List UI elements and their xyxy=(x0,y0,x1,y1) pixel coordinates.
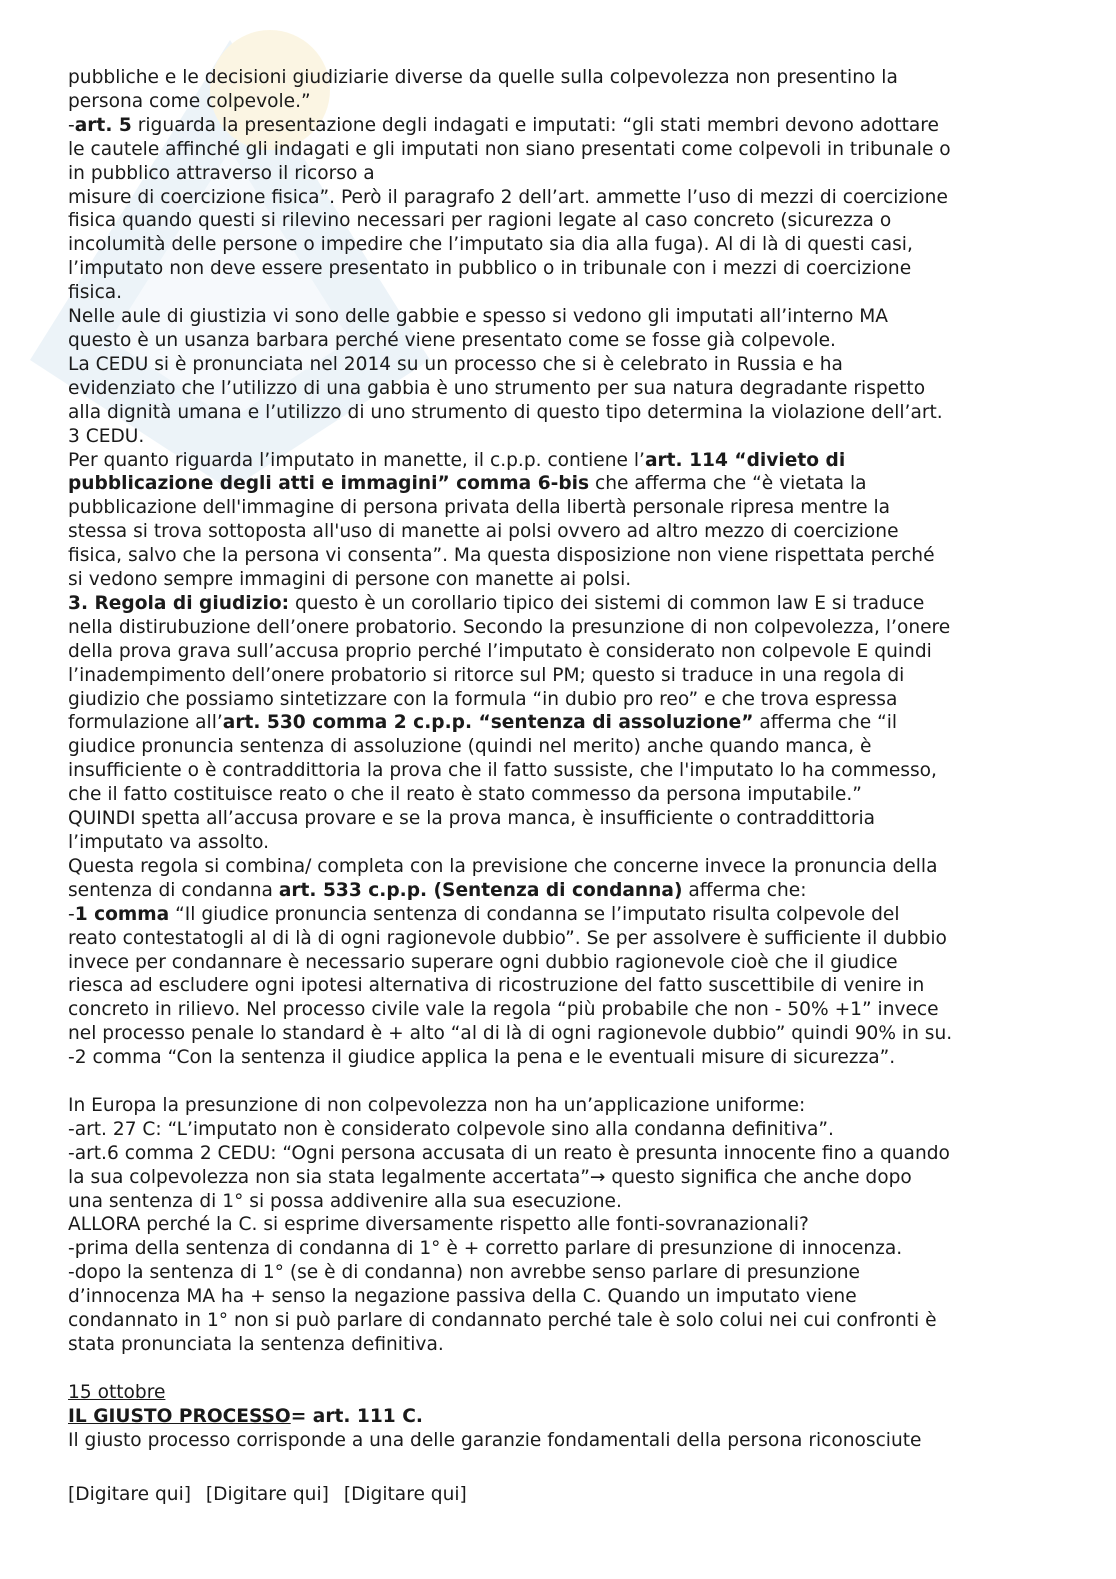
bold-text: art. 5 xyxy=(74,114,132,136)
text-line xyxy=(68,1381,1058,1405)
text-line: 3 CEDU. xyxy=(68,425,145,447)
text-line: La CEDU si è pronunciata nel 2014 su un processo che si è celebrato in Russia e ha xyxy=(68,353,843,375)
text-line: -prima della sentenza di condanna di 1° è + corretto parlare di presunzione di innocenza. xyxy=(68,1238,903,1260)
text-line: della prova grava sull’accusa proprio perché l’imputato è considerato non colpevole E quindi xyxy=(68,640,932,662)
text-run: - xyxy=(68,114,75,136)
bold-text: art. 533 c.p.p. (Sentenza di condanna) xyxy=(278,879,683,901)
text-line: insufficiente o è contraddittoria la prova che il fatto sussiste, che l'imputato lo ha commesso, xyxy=(68,760,937,782)
text-line: nel processo penale lo standard è + alto “al di là di ogni ragionevole dubbio” quindi 90% in su. xyxy=(68,1023,953,1045)
text-line: riesca ad escludere ogni ipotesi alternativa di ricostruzione del fatto suscettibile di venire in xyxy=(68,975,925,997)
text-line: l’inadempimento dell’onere probatorio si ritorce sul PM; questo si traduce in una regola di xyxy=(68,664,905,686)
text-line xyxy=(68,903,1058,927)
text-line: alla dignità umana e l’utilizzo di uno strumento di questo tipo determina la violazione dell’art. xyxy=(68,401,943,423)
text-line: -art. 27 C: “L’imputato non è considerato colpevole sino alla condanna definitiva”. xyxy=(68,1118,834,1140)
text-run: formulazione all’ xyxy=(68,712,223,734)
text-line: -art.6 comma 2 CEDU: “Ogni persona accusata di un reato è presunta innocente fino a quando xyxy=(68,1142,950,1164)
text-run: sentenza di condanna xyxy=(68,879,279,901)
text-line: incolumità delle persone o impedire che l’imputato sia dia alla fuga). Al di là di questi casi, xyxy=(68,234,913,256)
text-line: questo è un usanza barbara perché viene presentato come se fosse già colpevole. xyxy=(68,329,836,351)
text-line: reato contestatogli al di là di ogni ragionevole dubbio”. Se per assolvere è sufficiente il dubbio xyxy=(68,927,947,949)
text-line: evidenziato che l’utilizzo di una gabbia è uno strumento per sua natura degradante rispetto xyxy=(68,377,926,399)
text-line xyxy=(68,449,1058,473)
page-footer xyxy=(68,1483,476,1507)
bold-text: pubblicazione degli atti e immagini” comma 6-bis xyxy=(68,473,590,495)
text-line xyxy=(68,592,1058,616)
text-line: giudizio che possiamo sintetizzare con la formula “in dubio pro reo” e che trova espressa xyxy=(68,688,898,710)
text-line: In Europa la presunzione di non colpevolezza non ha un’applicazione uniforme: xyxy=(68,1094,806,1116)
text-line: ALLORA perché la C. si esprime diversamente rispetto alle fonti-sovranazionali? xyxy=(68,1214,809,1236)
text-run: questo è un corollario tipico dei sistemi di common law E si traduce xyxy=(289,592,925,614)
text-line: QUINDI spetta all’accusa provare e se la prova manca, è insufficiente o contraddittoria xyxy=(68,808,876,830)
text-line xyxy=(68,1357,1058,1381)
bold-text: = art. 111 C. xyxy=(290,1405,423,1427)
text-run: afferma che “il xyxy=(753,712,898,734)
text-line: le cautele affinché gli indagati e gli imputati non siano presentati come colpevoli in tribunale o xyxy=(68,138,951,160)
text-line: Nelle aule di giustizia vi sono delle gabbie e spesso si vedono gli imputati all’interno MA xyxy=(68,306,889,328)
text-line xyxy=(68,711,1058,735)
text-run: - xyxy=(68,903,75,925)
text-line: l’imputato va assolto. xyxy=(68,832,270,853)
text-line: giudice pronuncia sentenza di assoluzione (quindi nel merito) anche quando manca, è xyxy=(68,736,872,758)
text-line: stata pronunciata la sentenza definitiva. xyxy=(68,1334,444,1356)
text-line: fisica, salvo che la persona vi consenta”. Ma questa disposizione non viene rispettata perché xyxy=(68,545,935,567)
text-line xyxy=(68,1070,1058,1094)
footer-placeholder[interactable]: [Digitare qui] xyxy=(68,1484,191,1505)
text-line: nella distirubuzione dell’onere probatorio. Secondo la presunzione di non colpevolezza, l’onere xyxy=(68,616,951,638)
text-line xyxy=(68,879,1058,903)
text-line: in pubblico attraverso il ricorso a xyxy=(68,162,375,184)
text-line: pubblicazione dell'immagine di persona privata della libertà personale ripresa mentre la xyxy=(68,497,891,519)
text-run: Per quanto riguarda l’imputato in manette, il c.p.p. contiene l’ xyxy=(68,449,645,471)
text-line: Il giusto processo corrisponde a una delle garanzie fondamentali della persona riconosciute xyxy=(68,1429,922,1451)
footer-placeholder[interactable]: [Digitare qui] xyxy=(343,1484,467,1505)
bold-text: 3. Regola di giudizio: xyxy=(68,592,290,614)
text-line: una sentenza di 1° si possa addivenire alla sua esecuzione. xyxy=(68,1190,622,1212)
text-line: -2 comma “Con la sentenza il giudice applica la pena e le eventuali misure di sicurezza”. xyxy=(68,1047,896,1069)
text-line: misure di coercizione fisica”. Però il paragrafo 2 dell’art. ammette l’uso di mezzi di coercizione xyxy=(68,186,948,208)
text-line: persona come colpevole.” xyxy=(68,90,311,112)
text-run: che afferma che “è vietata la xyxy=(589,473,867,495)
bold-text: 1 comma xyxy=(74,903,170,925)
text-run: riguarda la presentazione degli indagati e imputati: “gli stati membri devono adottare xyxy=(131,114,939,136)
text-line: pubbliche e le decisioni giudiziarie diverse da quelle sulla colpevolezza non presentino la xyxy=(68,67,898,88)
text-line xyxy=(68,472,1058,496)
text-line xyxy=(68,114,1058,138)
text-line: Questa regola si combina/ completa con la previsione che concerne invece la pronuncia della xyxy=(68,855,938,877)
text-run: afferma che: xyxy=(682,879,807,901)
text-line: -dopo la sentenza di 1° (se è di condanna) non avrebbe senso parlare di presunzione xyxy=(68,1262,860,1284)
footer-placeholder[interactable]: [Digitare qui] xyxy=(205,1484,329,1505)
text-line xyxy=(68,1405,1058,1429)
bold-text: art. 530 comma 2 c.p.p. “sentenza di assoluzione” xyxy=(222,712,754,734)
text-line: fisica. xyxy=(68,282,123,304)
bold-text: IL GIUSTO PROCESSO xyxy=(68,1405,291,1427)
document-body xyxy=(68,66,1058,1453)
text-line: d’innocenza MA ha + senso la negazione passiva della C. Quando un imputato viene xyxy=(68,1286,857,1308)
text-line: che il fatto costituisce reato o che il reato è stato commesso da persona imputabile.” xyxy=(68,784,862,806)
text-line: la sua colpevolezza non sia stata legalmente accertata”→ questo significa che anche dopo xyxy=(68,1166,912,1188)
text-run: 15 ottobre xyxy=(68,1381,166,1403)
text-line: stessa si trova sottoposta all'uso di manette ai polsi ovvero ad altro mezzo di coercizione xyxy=(68,521,899,543)
text-line: si vedono sempre immagini di persone con manette ai polsi. xyxy=(68,569,632,591)
text-line: concreto in rilievo. Nel processo civile vale la regola “più probabile che non - 50% +1” invece xyxy=(68,999,939,1021)
text-line: l’imputato non deve essere presentato in pubblico o in tribunale con i mezzi di coercizione xyxy=(68,258,912,280)
text-line: fisica quando questi si rilevino necessari per ragioni legate al caso concreto (sicurezza o xyxy=(68,210,892,232)
bold-text: art. 114 “divieto di xyxy=(644,449,846,471)
text-line: condannato in 1° non si può parlare di condannato perché tale è solo colui nei cui confronti è xyxy=(68,1310,937,1332)
text-run: “Il giudice pronuncia sentenza di condanna se l’imputato risulta colpevole del xyxy=(169,903,900,925)
text-line: invece per condannare è necessario superare ogni dubbio ragionevole cioè che il giudice xyxy=(68,951,898,973)
